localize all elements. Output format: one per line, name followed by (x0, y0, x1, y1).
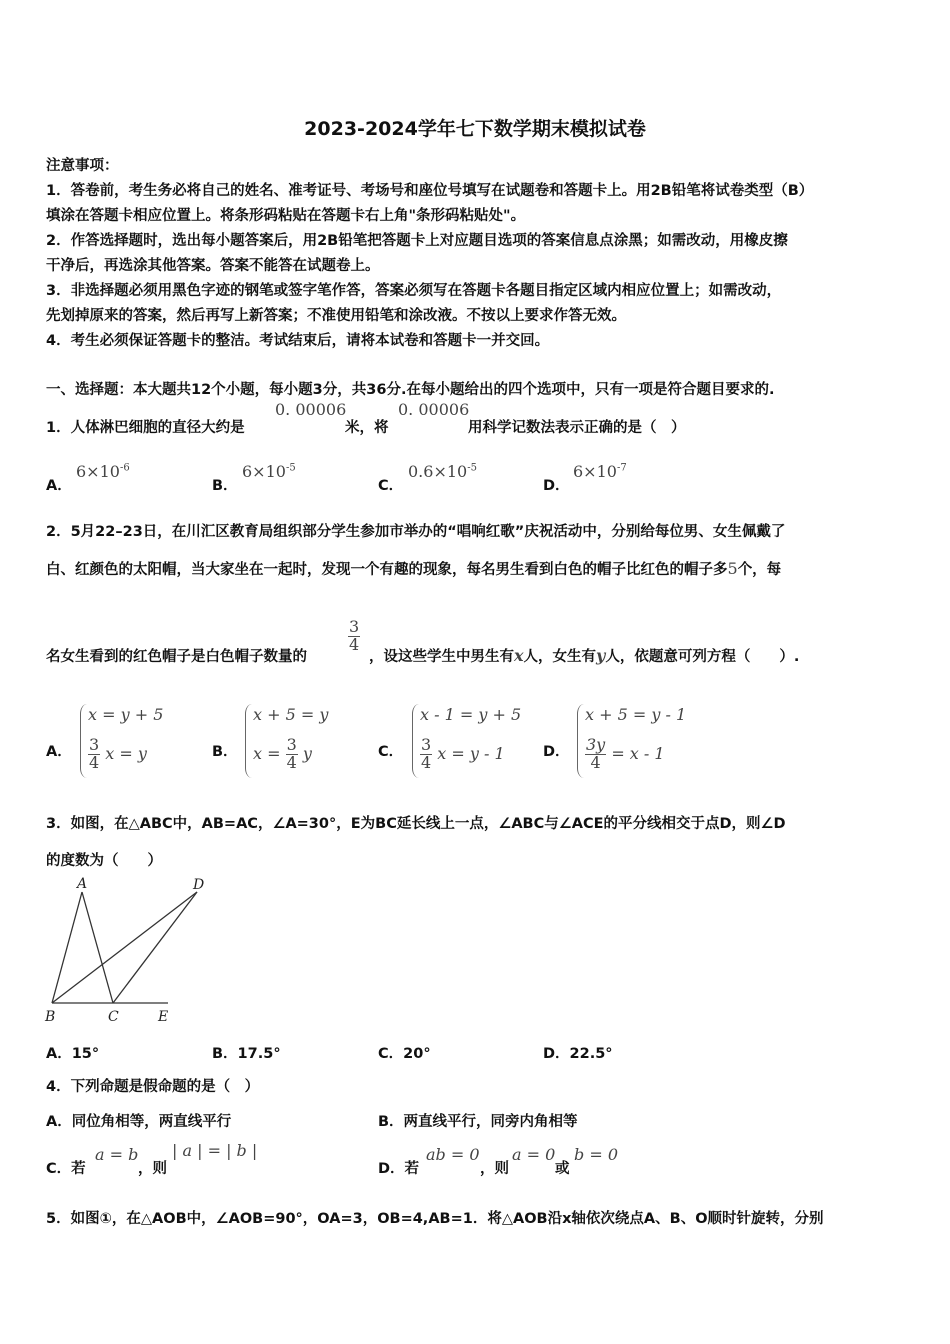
notice-line: 1．答卷前，考生务必将自己的姓名、准考证号、考场号和座位号填写在试题卷和答题卡上。用2B铅笔将试卷类型（B） (46, 183, 814, 199)
q4-option-c-condition: a = b (95, 1145, 139, 1164)
q4-option-d-result1: a = 0 (512, 1145, 556, 1164)
q1-text: 1．人体淋巴细胞的直径大约是 (46, 420, 245, 436)
q4-option-b: B．两直线平行，同旁内角相等 (378, 1114, 578, 1130)
q2-option-c-label: C． (378, 744, 404, 760)
q1-option-c-label: C． (378, 478, 404, 494)
section-heading: 一、选择题：本大题共12个小题，每小题3分，共36分.在每小题给出的四个选项中，只有一项是符合题目要求的. (46, 382, 775, 398)
label-e: E (158, 1009, 169, 1025)
q1-option-d: $6\times 10^{-7}$ (573, 462, 627, 481)
q2-option-d-label: D． (543, 744, 570, 760)
q1-option-d-label: D． (543, 478, 570, 494)
q1-option-b: $6\times 10^{-5}$ (242, 462, 296, 481)
q2-option-a-label: A． (46, 744, 72, 760)
q2-option-d-eq2: $\frac{3y}{4}$ = x - 1 (586, 735, 665, 772)
q2-option-b-eq2: x = $\frac{3}{4}$ y (253, 735, 312, 772)
q1-option-a: $6\times 10^{-6}$ (76, 462, 130, 481)
q5-text: 5．如图①，在△AOB中，∠AOB=90°，OA=3，OB=4,AB=1．将△AOB沿x轴依次绕点A、B、O顺时针旋转，分别 (46, 1211, 824, 1227)
q2-text: ，设这些学生中男生有x人，女生有y人，依题意可列方程（ ）. (369, 646, 800, 665)
segment-cd (113, 892, 197, 1003)
q4-option-d: D．若 (378, 1161, 420, 1177)
q4-option-a: A．同位角相等，两直线平行 (46, 1114, 232, 1130)
q1-text: 用科学记数法表示正确的是（ ） (468, 420, 686, 436)
q1-option-b-label: B． (212, 478, 238, 494)
brace (577, 704, 584, 778)
notice-line: 3．非选择题必须用黑色字迹的钢笔或签字笔作答，答案必须写在答题卡各题目指定区域内相应位置上；如需改动， (46, 283, 782, 299)
q3-option-d: D．22.5° (543, 1046, 613, 1062)
notice-line: 4．考生必须保证答题卡的整洁。考试结束后，请将本试卷和答题卡一并交回。 (46, 333, 550, 349)
notice-line: 2．作答选择题时，选出每小题答案后，用2B铅笔把答题卡上对应题目选项的答案信息点涂黑；如需改动，用橡皮擦 (46, 233, 788, 249)
notice-line: 干净后，再选涂其他答案。答案不能答在试题卷上。 (46, 258, 380, 274)
notice-heading: 注意事项： (46, 158, 119, 174)
q4-option-d-or: 或 (555, 1161, 570, 1177)
q1-number: 0. 00006 (275, 400, 347, 419)
q2-text: 白、红颜色的太阳帽，当大家坐在一起时，发现一个有趣的现象，每名男生看到白色的帽子比红色的帽子多5个，每 (46, 559, 782, 578)
brace (412, 704, 419, 778)
notice-line: 先划掉原来的答案，然后再写上新答案；不准使用铅笔和涂改液。不按以上要求作答无效。 (46, 308, 626, 324)
q2-option-d-eq1: x + 5 = y - 1 (585, 705, 687, 724)
q1-text: 米，将 (345, 420, 389, 436)
q1-option-a-label: A． (46, 478, 72, 494)
label-c: C (108, 1009, 119, 1025)
brace (80, 704, 87, 778)
segment-ab (52, 892, 82, 1003)
q2-fraction: $\frac{3}{4}$ (349, 617, 360, 654)
q4-option-d-then: ，则 (480, 1161, 509, 1177)
q3-triangle-figure (40, 872, 230, 1028)
q2-option-c-eq1: x - 1 = y + 5 (420, 705, 522, 724)
q3-text: 的度数为（ ） (46, 853, 162, 869)
label-d: D (193, 877, 205, 893)
page-title: 2023-2024学年七下数学期末模拟试卷 (304, 118, 646, 140)
q2-option-a-eq2: $\frac{3}{4}$ x = y (89, 735, 147, 772)
q1-number: 0. 00006 (398, 400, 470, 419)
q3-option-c: C．20° (378, 1046, 431, 1062)
q4-text: 4．下列命题是假命题的是（ ） (46, 1079, 260, 1095)
q2-text: 2．5月22–23日，在川汇区教育局组织部分学生参加市举办的“唱响红歌”庆祝活动中，分别给每位男、女生佩戴了 (46, 524, 786, 540)
q4-option-d-condition: ab = 0 (426, 1145, 480, 1164)
segment-bd (52, 892, 197, 1003)
q2-option-b-label: B． (212, 744, 238, 760)
q3-text: 3．如图，在△ABC中，AB=AC，∠A=30°，E为BC延长线上一点，∠ABC与∠ACE的平分线相交于点D，则∠D (46, 816, 786, 832)
q3-option-b: B．17.5° (212, 1046, 281, 1062)
q4-option-c-then: ，则 (138, 1161, 167, 1177)
q2-option-b-eq1: x + 5 = y (253, 705, 329, 724)
segment-ac (82, 892, 113, 1003)
label-b: B (45, 1009, 56, 1025)
q4-option-c: C．若 (46, 1161, 86, 1177)
q3-option-a: A．15° (46, 1046, 100, 1062)
q2-option-a-eq1: x = y + 5 (88, 705, 164, 724)
q2-text: 名女生看到的红色帽子是白色帽子数量的 (46, 649, 307, 665)
notice-line: 填涂在答题卡相应位置上。将条形码粘贴在答题卡右上角"条形码粘贴处"。 (46, 208, 526, 224)
q4-option-c-result: | a | = | b | (172, 1141, 258, 1160)
label-a: A (77, 876, 88, 892)
q4-option-d-result2: b = 0 (574, 1145, 618, 1164)
q2-option-c-eq2: $\frac{3}{4}$ x = y - 1 (421, 735, 505, 772)
q1-option-c: $0.6\times 10^{-5}$ (408, 462, 477, 481)
brace (245, 704, 252, 778)
